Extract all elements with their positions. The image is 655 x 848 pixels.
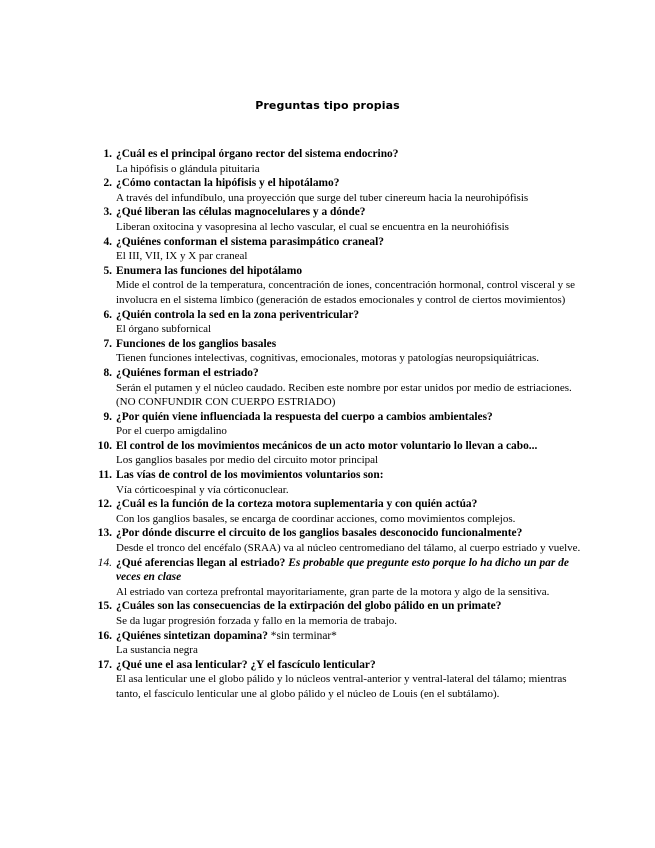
question-text: ¿Por quién viene influenciada la respuesta del cuerpo a cambios ambientales?: [116, 410, 493, 423]
question-item-13: [92, 526, 582, 555]
question-main-text: ¿Qué aferencias llegan al estriado?: [116, 556, 286, 569]
question-text: El control de los movimientos mecánicos de un acto motor voluntario lo llevan a cabo...: [116, 439, 538, 452]
question-number: 11.: [98, 469, 112, 482]
question-item-4: [92, 235, 582, 264]
question-text: Las vías de control de los movimientos voluntarios son:: [116, 469, 384, 482]
question-item-10: [92, 439, 582, 468]
question-item-7: [92, 337, 582, 366]
question-number: 5.: [103, 264, 112, 277]
question-text: ¿Cuál es el principal órgano rector del sistema endocrino?: [116, 148, 399, 160]
question-text: ¿Por dónde discurre el circuito de los ganglios basales desconocido funcionalmente?: [116, 527, 523, 540]
question-number: 12.: [97, 498, 112, 511]
answer-text: A través del infundíbulo, una proyección que surge del tuber cinereum hacia la neurohipófisis: [116, 191, 529, 204]
question-text: ¿Cómo contactan la hipófisis y el hipotálamo?: [116, 177, 340, 190]
question-number: 6.: [103, 308, 112, 321]
question-number: 17.: [97, 658, 112, 671]
answer-text: Mide el control de la temperatura, concentración de iones, concentración hormonal, control visceral y se involucra en el sistema límbico (generación de estados emocionales y control de ciertos movimientos): [116, 279, 576, 306]
answer-text: El asa lenticular une el globo pálido y lo núcleos ventral-anterior y ventral-lateral del tálamo; mientras tanto, el fascículo lenticular une al globo pálido y el núcleo de Louis (en el subtálamo).: [116, 673, 567, 700]
question-item-8: [92, 366, 582, 410]
question-text: Funciones de los ganglios basales: [116, 337, 277, 350]
question-number: 16.: [97, 629, 112, 642]
question-item-1: [92, 147, 582, 176]
question-item-9: [92, 410, 582, 439]
question-number: 7.: [103, 337, 112, 350]
answer-text: Los ganglios basales por medio del circuito motor principal: [116, 454, 379, 467]
question-item-2: [92, 176, 582, 205]
question-extra-note: *sin terminar*: [267, 629, 337, 642]
answer-text: Al estriado van corteza prefrontal mayoritariamente, gran parte de la motora y algo de la sensitiva.: [116, 585, 550, 598]
question-note: Es probable que pregunte esto porque lo ha dicho un par de veces en clase: [116, 556, 569, 584]
answer-text: Vía córticoespinal y vía córticonuclear.: [116, 483, 289, 496]
question-text: ¿Qué liberan las células magnocelulares y a dónde?: [116, 206, 366, 219]
answer-text: El órgano subfornical: [116, 323, 212, 336]
answer-text: El III, VII, IX y X par craneal: [116, 250, 248, 263]
answer-text: Liberan oxitocina y vasopresina al lecho vascular, el cual se encuentra en la neurohiófisis: [116, 220, 509, 233]
question-number: 13.: [97, 527, 112, 540]
question-item-3: [92, 205, 582, 234]
question-number: 2.: [103, 177, 112, 190]
question-text: [116, 629, 582, 644]
question-item-12: [92, 497, 582, 526]
answer-text: Tienen funciones intelectivas, cognitivas, emocionales, motoras y patologías neuropsiquiátricas.: [116, 352, 539, 365]
question-text: ¿Qué une el asa lenticular? ¿Y el fascículo lenticular?: [116, 658, 376, 671]
answer-text: Desde el tronco del encéfalo (SRAA) va al núcleo centromediano del tálamo, al cuerpo estriado y vuelve.: [116, 542, 581, 555]
question-number: 1.: [103, 148, 112, 160]
question-text: Enumera las funciones del hipotálamo: [116, 264, 303, 277]
question-item-11: [92, 468, 582, 497]
answer-text: Con los ganglios basales, se encarga de coordinar acciones, como movimientos complejos.: [116, 512, 516, 525]
question-number: 8.: [103, 366, 112, 379]
question-item-15: [92, 599, 582, 628]
answer-text: Serán el putamen y el núcleo caudado. Reciben este nombre por estar unidos por medio de estriaciones. (NO CONFUNDIR CON CUERPO ESTRIADO): [116, 381, 572, 409]
question-main-text: ¿Quiénes sintetizan dopamina?: [116, 629, 268, 642]
question-item-16: [92, 629, 582, 658]
question-number: 10.: [97, 439, 112, 452]
question-text: ¿Quién controla la sed en la zona periventricular?: [116, 308, 360, 321]
answer-text: La sustancia negra: [116, 644, 198, 657]
question-number: 4.: [103, 235, 112, 248]
question-item-14: [92, 556, 582, 600]
question-number: 9.: [103, 410, 112, 423]
question-number: 14.: [97, 556, 112, 569]
question-item-5: [92, 264, 582, 308]
question-text: ¿Quiénes forman el estriado?: [116, 366, 259, 379]
question-number: 15.: [97, 600, 112, 613]
question-text: [116, 556, 582, 585]
question-item-6: [92, 308, 582, 337]
answer-text: La hipófisis o glándula pituitaria: [116, 162, 260, 175]
question-text: ¿Cuáles son las consecuencias de la extirpación del globo pálido en un primate?: [116, 600, 502, 613]
question-item-17: [92, 658, 582, 702]
page-title: Preguntas tipo propias: [255, 99, 400, 112]
question-text: ¿Cuál es la función de la corteza motora suplementaria y con quién actúa?: [116, 498, 478, 511]
question-list: [92, 147, 582, 702]
answer-text: Por el cuerpo amigdalino: [116, 425, 227, 438]
answer-text: Se da lugar progresión forzada y fallo en la memoria de trabajo.: [116, 615, 397, 627]
question-text: ¿Quiénes conforman el sistema parasimpático craneal?: [116, 235, 384, 248]
question-number: 3.: [103, 206, 112, 219]
